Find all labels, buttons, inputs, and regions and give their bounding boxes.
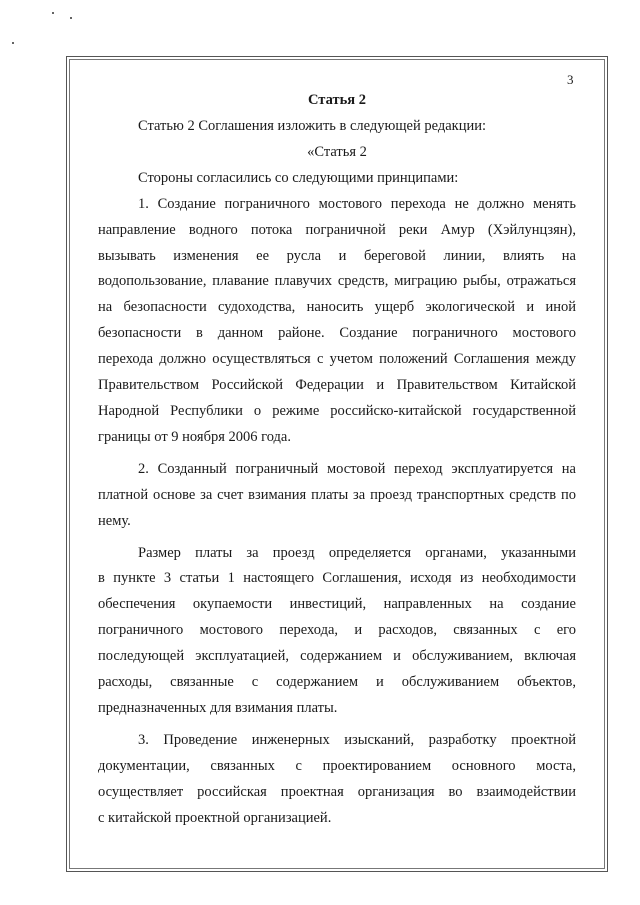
quoted-article-title: «Статья 2: [307, 143, 367, 160]
scan-speck: [70, 17, 72, 19]
page-number: 3: [567, 72, 574, 87]
scan-speck: [52, 12, 54, 14]
paragraph-3: [98, 541, 576, 722]
text-line: документации, связанных с проектированием основного моста,: [98, 757, 576, 774]
text-line: безопасности в данном районе. Создание пограничного мостового: [98, 325, 576, 342]
text-line: расходы, связанные с содержанием и обслуживанием объектов,: [98, 674, 576, 691]
text-line: 2. Созданный пограничный мостовой переход эксплуатируется на: [138, 460, 576, 477]
text-line: 3. Проведение инженерных изысканий, разработку проектной: [138, 731, 576, 748]
scan-speck: [12, 42, 14, 44]
text-line: с китайской проектной организацией.: [98, 809, 332, 826]
text-line: нему.: [98, 512, 131, 529]
paragraph-4: [98, 728, 576, 832]
text-line: границы от 9 ноября 2006 года.: [98, 428, 291, 445]
intro-text: Статью 2 Соглашения изложить в следующей редакции:: [138, 118, 487, 134]
text-line: 1. Создание пограничного мостового перехода не должно менять: [138, 195, 576, 212]
text-line: Правительством Российской Федерации и Правительством Китайской: [98, 377, 576, 394]
text-line: Народной Республики о режиме российско-китайской государственной: [98, 402, 576, 419]
text-line: осуществляет российская проектная организация во взаимодействии: [98, 783, 576, 800]
document-body: [98, 80, 576, 831]
principles-intro: Стороны согласились со следующими принципами:: [138, 169, 459, 186]
text-line: предназначенных для взимания платы.: [98, 699, 338, 716]
text-line: последующей эксплуатацией, содержанием и обслуживанием, включая: [98, 648, 576, 665]
text-line: Размер платы за проезд определяется органами, указанными: [138, 544, 576, 561]
paragraph-1: [98, 192, 576, 451]
text-line: вызывать изменения ее русла и береговой линии, влиять на: [98, 247, 576, 264]
text-line: обеспечения окупаемости инвестиций, направленных на создание: [98, 596, 576, 613]
text-line: направление водного потока пограничной реки Амур (Хэйлунцзян),: [98, 221, 576, 238]
paragraph-2: [98, 457, 576, 535]
text-line: водопользование, плавание плавучих средств, миграцию рыбы, отражаться: [98, 273, 576, 290]
text-line: в пункте 3 статьи 1 настоящего Соглашения, исходя из необходимости: [98, 570, 576, 587]
text-line: платной основе за счет взимания платы за проезд транспортных средств по: [98, 486, 576, 503]
text-line: на безопасности судоходства, наносить ущерб экологической и иной: [98, 299, 576, 316]
text-line: пограничного мостового перехода, и расходов, связанных с его: [98, 622, 576, 639]
text-line: перехода должно осуществляться с учетом положений Соглашения между: [98, 351, 576, 368]
article-title: Статья 2: [308, 92, 366, 108]
